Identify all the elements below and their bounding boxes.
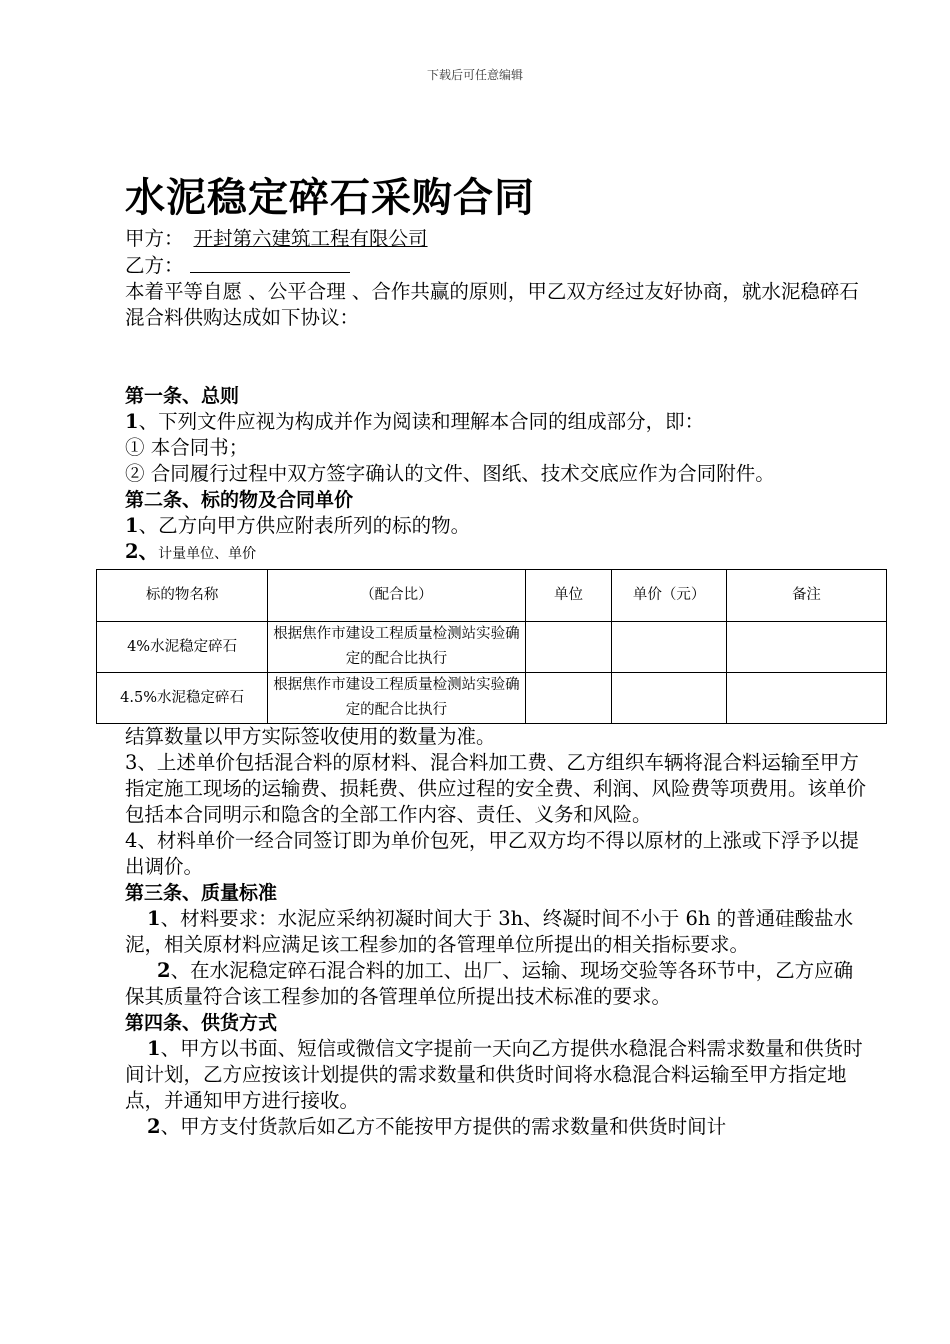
- item-text: 、甲方支付货款后如乙方不能按甲方提供的需求数量和供货时间计: [160, 1115, 727, 1138]
- item-number: 2: [125, 540, 139, 563]
- article3-item2: [125, 958, 870, 1010]
- table-cell: 根据焦作市建设工程质量检测站实验确定的配合比执行: [268, 673, 526, 724]
- item-number: 1: [147, 907, 161, 930]
- party-a-line: [125, 226, 870, 252]
- table-row: [97, 622, 887, 673]
- header-cell: 标的物名称: [97, 570, 268, 622]
- item-number: 1: [125, 514, 139, 537]
- article4-item2: [125, 1114, 870, 1140]
- item-text: 、材料要求：水泥应采纳初凝时间大于 3h、终凝时间不小于 6h 的普通硅酸盐水泥，相关原材料应满足该工程参加的各管理单位所提出的相关指标要求。: [125, 907, 854, 956]
- item-text: 、下列文件应视为构成并作为阅读和理解本合同的组成部分，即：: [138, 410, 705, 433]
- article1-heading: 第一条、总则: [125, 385, 240, 407]
- header-note: 下载后可任意编辑: [426, 68, 523, 82]
- table-cell: [726, 673, 886, 724]
- party-b-label: 乙方：: [125, 254, 184, 277]
- article2-item1: [125, 513, 870, 539]
- party-a-label: 甲方：: [125, 227, 184, 250]
- article3-item1: [125, 906, 870, 958]
- price-table: [96, 569, 887, 724]
- table-cell: 4.5%水泥稳定碎石: [97, 673, 268, 724]
- article2-item2: [125, 539, 870, 567]
- header-cell: 单价（元）: [612, 570, 727, 622]
- table-cell: [612, 673, 727, 724]
- item-number: 1: [125, 410, 139, 433]
- article4-item1: [125, 1036, 870, 1114]
- item-text: 计量单位、单价: [158, 546, 257, 562]
- table-cell: [612, 622, 727, 673]
- article2-item3: 3、上述单价包括混合料的原材料、混合料加工费、乙方组织车辆将混合料运输至甲方指定施工现场的运输费、损耗费、供应过程的安全费、利润、风险费等项费用。该单价包括本合同明示和隐含的全部工作内容、责任、义务和风险。: [125, 751, 867, 826]
- header-cell: 备注: [726, 570, 886, 622]
- table-header-row: [97, 570, 887, 622]
- settlement-note: 结算数量以甲方实际签收使用的数量为准。: [125, 725, 496, 748]
- item-number: 2: [157, 959, 171, 982]
- article2-item4: 4、材料单价一经合同签订即为单价包死，甲乙双方均不得以原材的上涨或下浮予以提出调价。: [125, 829, 859, 878]
- item-separator: 、: [138, 540, 159, 563]
- article2-heading: 第二条、标的物及合同单价: [125, 489, 354, 511]
- party-a-value: 开封第六建筑工程有限公司: [193, 227, 428, 250]
- article1-sub2: ② 合同履行过程中双方签字确认的文件、图纸、技术交底应作为合同附件。: [125, 462, 775, 485]
- item-number: 1: [147, 1037, 161, 1060]
- contract-body: [120, 226, 870, 1140]
- item-number: 2: [147, 1115, 161, 1138]
- party-b-line: [125, 252, 870, 279]
- table-cell: [525, 673, 612, 724]
- item-text: 、乙方向甲方供应附表所列的标的物。: [138, 514, 471, 537]
- header-cell: 单位: [525, 570, 612, 622]
- item-text: 、甲方以书面、短信或微信文字提前一天向乙方提供水稳混合料需求数量和供货时间计划，乙方应按该计划提供的需求数量和供货时间将水稳混合料运输至甲方指定地点，并通知甲方进行接收。: [125, 1037, 863, 1112]
- item-text: 、在水泥稳定碎石混合料的加工、出厂、运输、现场交验等各环节中，乙方应确保其质量符合该工程参加的各管理单位所提出技术标准的要求。: [125, 959, 854, 1008]
- table-cell: [726, 622, 886, 673]
- intro-paragraph: 本着平等自愿 、公平合理 、合作共赢的原则，甲乙双方经过友好协商，就水泥稳碎石混合料供购达成如下协议：: [125, 280, 859, 329]
- table-cell: [525, 622, 612, 673]
- table-cell: 4%水泥稳定碎石: [97, 622, 268, 673]
- article3-heading: 第三条、质量标准: [125, 882, 278, 904]
- contract-title: 水泥稳定碎石采购合同: [125, 175, 535, 221]
- article1-item1: [125, 409, 870, 435]
- party-b-blank: [190, 252, 350, 273]
- article1-sub1: ① 本合同书；: [125, 436, 249, 459]
- header-cell: （配合比）: [268, 570, 526, 622]
- table-row: [97, 673, 887, 724]
- table-cell: 根据焦作市建设工程质量检测站实验确定的配合比执行: [268, 622, 526, 673]
- article4-heading: 第四条、供货方式: [125, 1012, 278, 1034]
